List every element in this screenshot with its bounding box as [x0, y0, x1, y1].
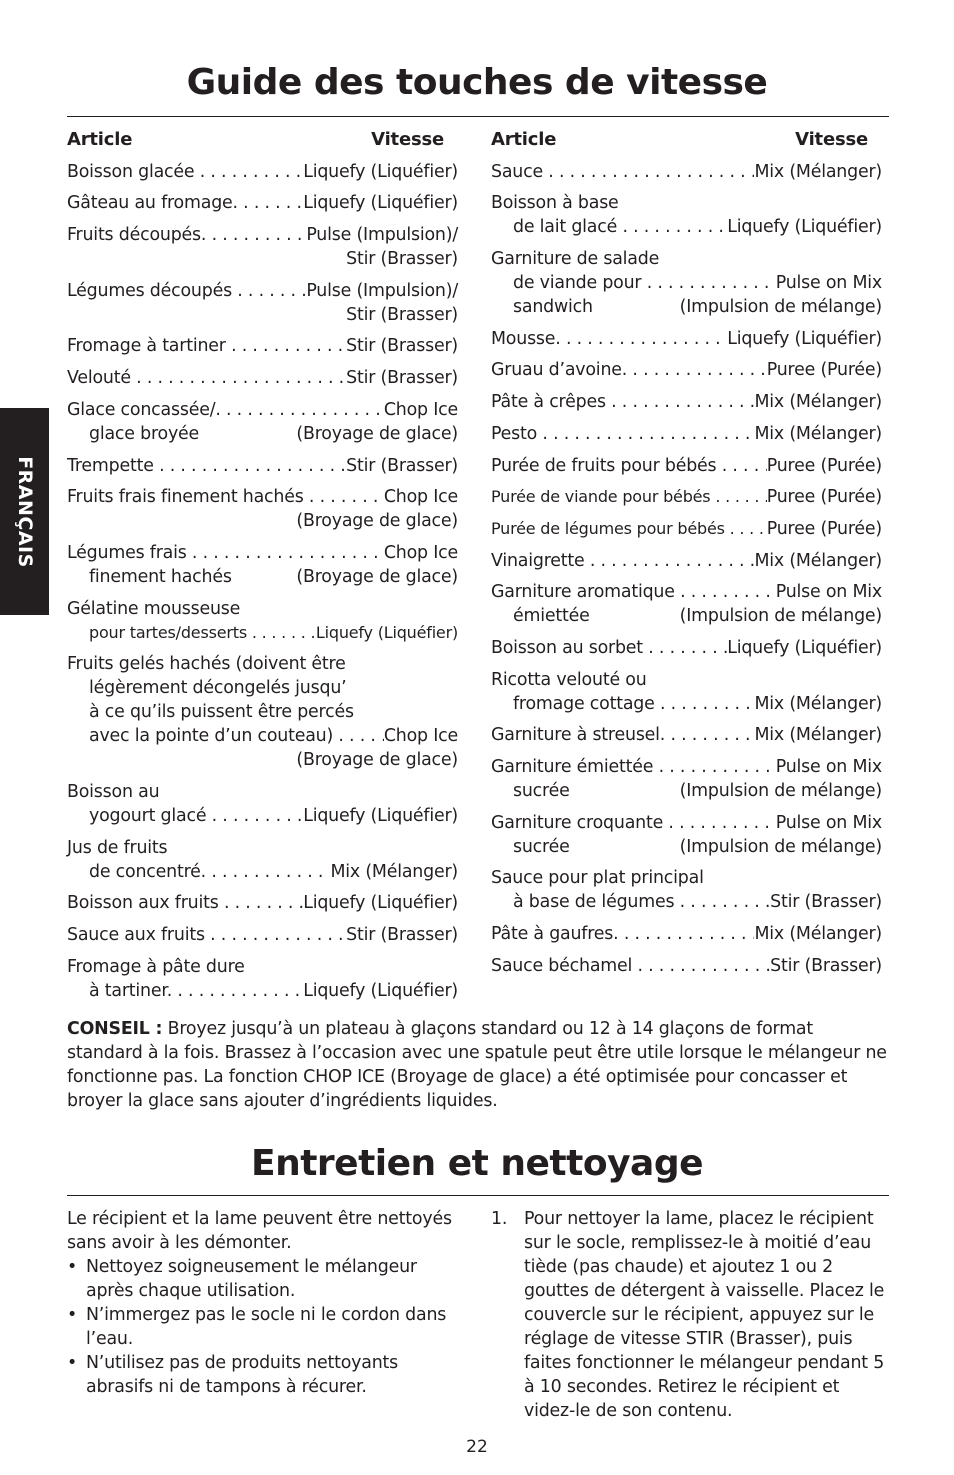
- list-item-text: Nettoyez soigneusement le mélangeur après chaque utilisation.: [86, 1257, 417, 1301]
- list-item: [67, 1255, 457, 1303]
- table-row: [67, 279, 458, 327]
- item-speed: Mix (Mélanger): [754, 392, 882, 413]
- section-divider: [67, 1195, 889, 1196]
- item-speed: Liquefy (Liquéfier): [727, 217, 882, 238]
- item-speed: (Impulsion de mélange): [679, 606, 882, 627]
- item-name: Purée de légumes pour bébés . . .: [491, 517, 767, 541]
- item-name: Boisson au: [67, 781, 160, 802]
- item-name: Sauce . . .: [491, 160, 754, 184]
- item-speed: Pulse on Mix: [775, 582, 882, 603]
- item-name: Garniture émiettée . . .: [491, 755, 776, 779]
- table-row: [67, 652, 458, 772]
- item-name: Gâteau au fromage. . . .: [67, 191, 303, 215]
- speed-table-right: [491, 128, 882, 985]
- item-name: pour tartes/desserts . . .: [67, 621, 316, 645]
- item-speed: Liquefy (Liquéfier): [303, 161, 458, 182]
- step-number: 1.: [491, 1209, 508, 1229]
- tip-paragraph: [67, 1017, 889, 1113]
- item-name: sucrée: [513, 836, 570, 857]
- table-row: [491, 454, 882, 478]
- item-speed: Stir (Brasser): [346, 304, 458, 325]
- item-speed: (Broyage de glace): [296, 423, 458, 444]
- table-row: [491, 723, 882, 747]
- item-speed: (Broyage de glace): [296, 566, 458, 587]
- item-name: avec la pointe d’un couteau) . . .: [67, 724, 384, 748]
- item-name: Vinaigrette . . .: [491, 549, 754, 573]
- item-name: Jus de fruits: [67, 837, 168, 858]
- bullet-icon: •: [67, 1257, 78, 1277]
- header-article: Article: [67, 129, 133, 150]
- table-row: [491, 247, 882, 319]
- item-name: de viande pour . . .: [491, 271, 776, 295]
- table-row: [67, 597, 458, 645]
- item-speed: Stir (Brasser): [770, 892, 882, 913]
- item-speed: Stir (Brasser): [770, 955, 882, 976]
- item-name: yogourt glacé . . .: [67, 804, 303, 828]
- item-speed: Liquefy (Liquéfier): [315, 622, 458, 642]
- table-row: [491, 358, 882, 382]
- item-speed: (Impulsion de mélange): [679, 297, 882, 318]
- item-name: sandwich: [513, 297, 593, 318]
- item-speed: Liquefy (Liquéfier): [727, 328, 882, 349]
- item-name: de lait glacé . . .: [491, 215, 727, 239]
- item-name: Purée de fruits pour bébés . . .: [491, 454, 767, 478]
- table-row: [491, 954, 882, 978]
- item-name: Sauce aux fruits . . .: [67, 923, 346, 947]
- item-speed: Stir (Brasser): [346, 336, 458, 357]
- item-speed: (Impulsion de mélange): [679, 781, 882, 801]
- item-name: Gruau d’avoine. . . .: [491, 358, 767, 382]
- language-tab-label: FRANÇAIS: [13, 455, 36, 568]
- item-name: Fruits découpés. . . .: [67, 223, 306, 247]
- table-row: [67, 191, 458, 215]
- item-name: Sauce pour plat principal: [491, 868, 704, 889]
- item-name: Boisson aux fruits . . .: [67, 891, 303, 915]
- item-speed: Pulse (Impulsion)/: [306, 280, 458, 301]
- item-speed: Puree (Purée): [766, 487, 882, 508]
- item-speed: (Broyage de glace): [296, 511, 458, 532]
- item-name: sucrée: [513, 781, 570, 801]
- item-speed: (Impulsion de mélange): [679, 836, 882, 857]
- item-speed: Chop Ice: [383, 399, 458, 420]
- item-name: Légumes découpés . . .: [67, 279, 306, 303]
- item-speed: Liquefy (Liquéfier): [303, 980, 458, 1001]
- item-name: Garniture aromatique . . .: [491, 580, 776, 604]
- table-row: [67, 541, 458, 589]
- table-row: [491, 668, 882, 716]
- item-speed: Pulse on Mix: [775, 757, 882, 777]
- item-speed: Mix (Mélanger): [754, 161, 882, 182]
- table-row: [67, 398, 458, 446]
- item-name: Fruits frais finement hachés . . .: [67, 485, 384, 509]
- item-speed: Pulse on Mix: [775, 273, 882, 294]
- table-row: [67, 160, 458, 184]
- table-row: [67, 891, 458, 915]
- item-speed: Mix (Mélanger): [754, 693, 882, 714]
- tip-text: Broyez jusqu’à un plateau à glaçons standard ou 12 à 14 glaçons de format standard à la fois. Brassez à l’occasion avec une spatule peut être utile lorsque le mélangeur ne fonctionne pas. La fonction CHOP ICE (Broyage de glace) a été optimisée pour concasser et broyer la glace sans ajouter d’ingrédients liquides.: [67, 1019, 887, 1111]
- item-name: Garniture croquante . . .: [491, 811, 776, 835]
- table-row: [67, 334, 458, 358]
- item-speed: Chop Ice: [383, 726, 458, 747]
- item-name: Ricotta velouté ou: [491, 669, 647, 690]
- item-speed: Stir (Brasser): [346, 368, 458, 389]
- item-name: Légumes frais . . .: [67, 541, 384, 565]
- item-name: Trempette . . .: [67, 454, 346, 478]
- item-name: Fromage à pâte dure: [67, 956, 245, 977]
- item-name: de concentré. . . .: [67, 860, 330, 884]
- item-name: Boisson glacée . . .: [67, 160, 303, 184]
- item-speed: Mix (Mélanger): [330, 861, 458, 882]
- item-name: Glace concassée/. . . .: [67, 398, 384, 422]
- item-speed: Puree (Purée): [766, 360, 882, 381]
- item-speed: Liquefy (Liquéfier): [303, 805, 458, 826]
- item-speed: Chop Ice: [383, 542, 458, 563]
- item-speed: Mix (Mélanger): [754, 550, 882, 571]
- item-name: Pâte à gaufres. . . .: [491, 922, 754, 946]
- item-name: glace broyée: [89, 423, 200, 444]
- speed-table-left: [67, 128, 458, 1010]
- item-name: finement hachés: [89, 566, 232, 587]
- item-speed: Stir (Brasser): [346, 925, 458, 945]
- item-speed: Liquefy (Liquéfier): [727, 637, 882, 658]
- item-name: Garniture à streusel. . . .: [491, 723, 754, 747]
- item-name: légèrement décongelés jusqu’: [89, 678, 347, 699]
- table-row: [67, 223, 458, 271]
- item-name: Garniture de salade: [491, 249, 660, 270]
- language-tab: [0, 408, 49, 615]
- item-speed: Stir (Brasser): [346, 249, 458, 270]
- item-name: Gélatine mousseuse: [67, 598, 241, 619]
- item-name: Fromage à tartiner . . .: [67, 334, 346, 358]
- table-row: [491, 160, 882, 184]
- item-speed: Mix (Mélanger): [754, 423, 882, 444]
- item-name: Mousse. . . .: [491, 327, 727, 351]
- table-row: [67, 454, 458, 478]
- list-item: [67, 1351, 457, 1399]
- item-speed: Chop Ice: [383, 487, 458, 508]
- table-row: [67, 366, 458, 390]
- bullet-icon: •: [67, 1305, 78, 1325]
- page-number: 22: [466, 1437, 488, 1457]
- table-row: [67, 836, 458, 884]
- item-speed: Pulse (Impulsion)/: [306, 225, 458, 246]
- item-name: Velouté . . .: [67, 366, 346, 390]
- section-title-care: Entretien et nettoyage: [250, 1143, 704, 1184]
- table-row: [491, 485, 882, 509]
- item-speed: Liquefy (Liquéfier): [303, 893, 458, 914]
- table-row: [491, 191, 882, 239]
- care-right-column: [491, 1207, 891, 1423]
- item-name: émiettée: [513, 606, 590, 627]
- item-speed: Pulse on Mix: [775, 812, 882, 833]
- table-header: [491, 128, 882, 152]
- item-speed: Liquefy (Liquéfier): [303, 193, 458, 214]
- title-divider: [67, 116, 889, 117]
- table-row: [67, 780, 458, 828]
- item-speed: Mix (Mélanger): [754, 924, 882, 945]
- table-row: [491, 922, 882, 946]
- item-name: Sauce béchamel . . .: [491, 954, 770, 978]
- list-item: [67, 1303, 457, 1351]
- item-speed: (Broyage de glace): [296, 750, 458, 771]
- table-row: [67, 955, 458, 1003]
- page-title: Guide des touches de vitesse: [186, 62, 768, 103]
- numbered-step: [491, 1207, 891, 1423]
- table-row: [491, 327, 882, 351]
- item-speed: Mix (Mélanger): [754, 725, 882, 746]
- header-article: Article: [491, 129, 557, 150]
- item-name: fromage cottage . . .: [491, 692, 754, 716]
- care-intro: Le récipient et la lame peuvent être nettoyés sans avoir à les démonter.: [67, 1209, 452, 1253]
- tip-label: CONSEIL :: [67, 1019, 163, 1039]
- table-row: [491, 636, 882, 660]
- item-name: à tartiner. . . .: [67, 979, 303, 1003]
- header-speed: Vitesse: [371, 129, 444, 150]
- table-row: [491, 866, 882, 914]
- bullet-icon: •: [67, 1353, 78, 1373]
- table-row: [491, 811, 882, 859]
- table-row: [491, 755, 882, 803]
- care-left-column: [67, 1207, 457, 1399]
- step-text: Pour nettoyer la lame, placez le récipient sur le socle, remplissez-le à moitié d’eau tiède (pas chaude) et ajoutez 1 ou 2 gouttes de détergent à vaisselle. Placez le couvercle sur le récipient, appuyez sur le réglage de vitesse STIR (Brasser), puis faites fonctionner le mélangeur pendant 5 à 10 secondes. Retirez le récipient et videz-le de son contenu.: [524, 1209, 885, 1421]
- item-speed: Stir (Brasser): [346, 455, 458, 476]
- list-item-text: N’utilisez pas de produits nettoyants abrasifs ni de tampons à récurer.: [86, 1353, 399, 1397]
- item-name: à base de légumes . . .: [491, 890, 770, 914]
- item-speed: Puree (Purée): [766, 455, 882, 476]
- item-speed: Puree (Purée): [766, 518, 882, 539]
- table-row: [491, 390, 882, 414]
- list-item-text: N’immergez pas le socle ni le cordon dans l’eau.: [86, 1305, 447, 1349]
- table-row: [491, 580, 882, 628]
- table-row: [491, 422, 882, 446]
- item-name: Fruits gelés hachés (doivent être: [67, 654, 346, 675]
- header-speed: Vitesse: [795, 129, 868, 150]
- item-name: Pesto . . .: [491, 422, 754, 446]
- table-header: [67, 128, 458, 152]
- table-row: [491, 549, 882, 573]
- item-name: Purée de viande pour bébés . . .: [491, 485, 767, 509]
- item-name: Boisson à base: [491, 193, 619, 214]
- table-row: [67, 923, 458, 947]
- table-row: [67, 485, 458, 533]
- item-name: Pâte à crêpes . . .: [491, 390, 754, 414]
- table-row: [491, 517, 882, 541]
- item-name: Boisson au sorbet . . .: [491, 636, 727, 660]
- item-name: à ce qu’ils puissent être percés: [89, 702, 354, 723]
